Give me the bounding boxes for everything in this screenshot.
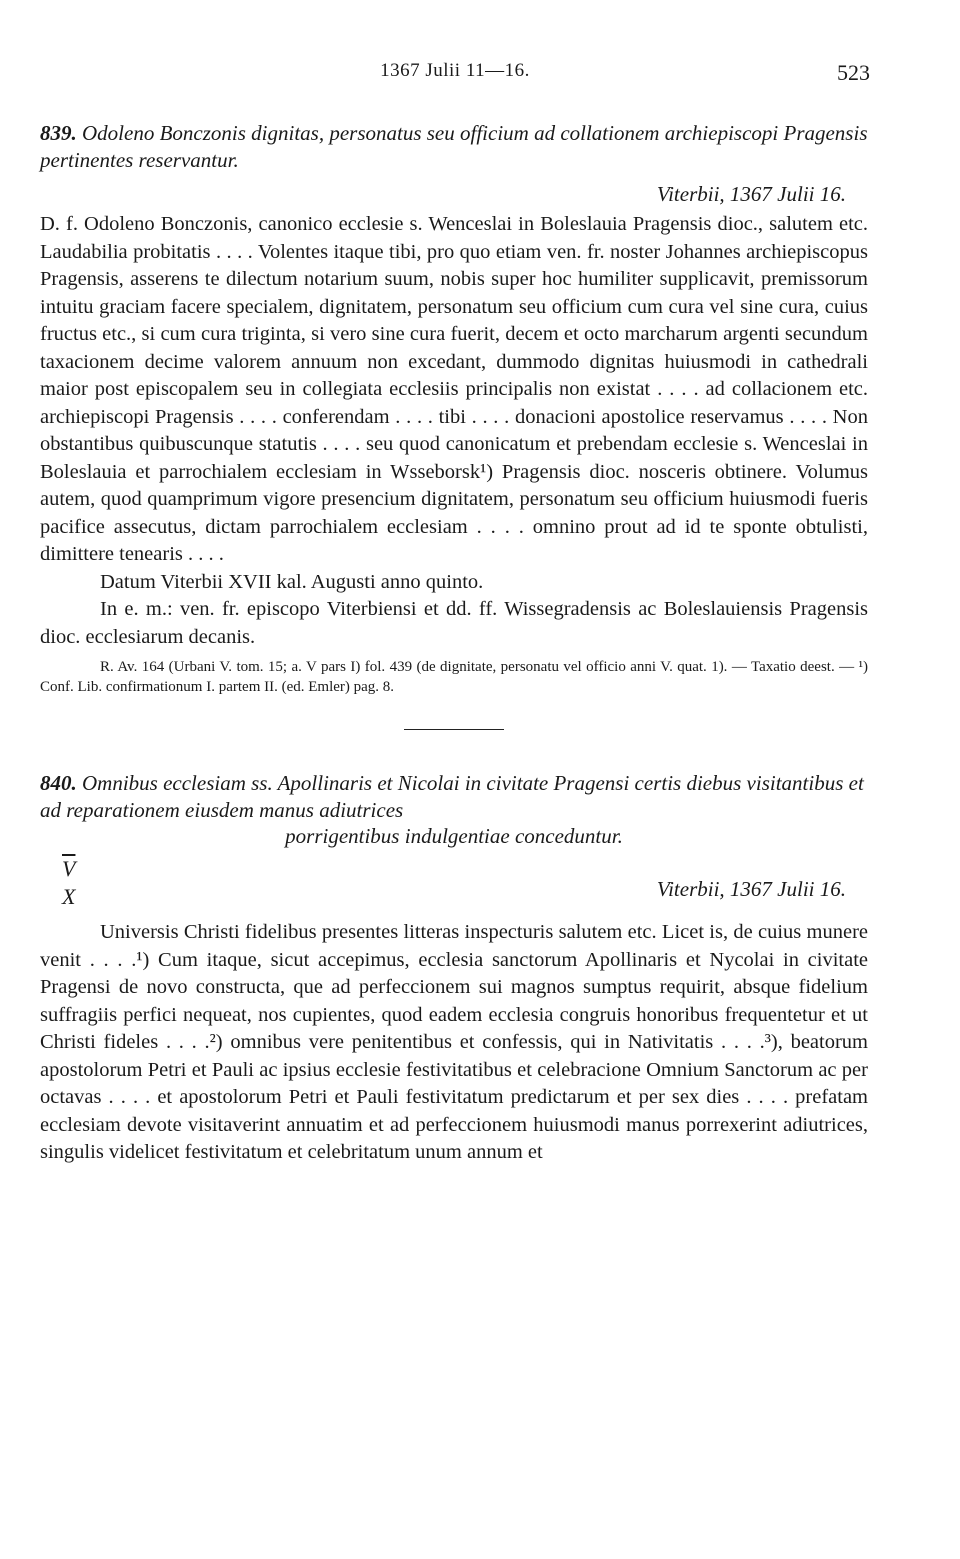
doc-839-in-margin: In e. m.: ven. fr. episcopo Viterbiensi et dd. ff. Wissegradensis ac Boleslauiensis Pragensis dioc. ecclesiarum decanis. (40, 598, 868, 648)
page-header (40, 60, 870, 90)
doc-840-title-line1: Omnibus ecclesiam ss. Apollinaris et Nicolai in civitate Pragensi certis diebus visitantibus et ad reparationem eiusdem manus adiutrices (40, 771, 864, 822)
doc-839-datum: Datum Viterbii XVII kal. Augusti anno quinto. (100, 570, 484, 593)
register-mark-v: $\overline{V}$ (62, 856, 76, 881)
doc-839-number: 839. (40, 121, 77, 145)
doc-839-footnote: R. Av. 164 (Urbani V. tom. 15; a. V pars I) fol. 439 (de dignitate, personatu vel officio anni V. quat. 1). — Taxatio deest. — ¹) Conf. Lib. confirmationum I. partem II. (ed. Emler) pag. 8. (40, 659, 868, 695)
doc-840-heading (40, 770, 868, 824)
document-839 (40, 120, 868, 697)
doc-840-number: 840. (40, 771, 77, 795)
register-mark (62, 855, 75, 911)
doc-839-title: Odoleno Bonczonis dignitas, personatus seu officium ad collationem archiepiscopi Pragensis pertinentes reservantur. (40, 121, 868, 172)
doc-840-date: Viterbii, 1367 Julii 16. (656, 877, 846, 901)
doc-840-date-row (40, 855, 868, 919)
doc-839-body: D. f. Odoleno Bonczonis, canonico ecclesie s. Wenceslai in Boleslauia Pragensis dioc., salutem etc. Laudabilia probitatis . . . . Volentes itaque tibi, pro quo etiam ven. fr. noster Johannes archiepiscopus Pragensis, asserens te dilectum notarium suum, nobis super hoc humiliter supplicavit, premissorum intuitu graciam facere specialem, dignitatem, personatum seu officium cum cura vel sine cura, cuius fructus etc., si cum cura triginta, si vero sine cura fuerit, decem et octo marcharum argenti secundum taxacionem decime valorem annuum non excedant, dummodo dignitas huiusmodi in cathedrali maior post episcopalem seu in collegiata ecclesiis principalis non existat . . . . ad collacionem etc. archiepiscopi Pragensis . . . . conferendam . . . . tibi . . . . donacioni apostolice reservamus . . . . Non obstantibus quibuscunque statutis . . . . seu quod canonicatum et prebendam ecclesie s. Wenceslai in Boleslauia et parrochialem ecclesiam in Wsseborsk¹) Pragensis dioc. nosceris obtinere. Volumus autem, quod quamprimum vigore presencium dignitatem, personatum seu officium huiusmodi fueris pacifice assecutus, dictam parrochialem ecclesiam . . . . omnino prout ad id te sponte obtulisti, dimittere tenearis . . . . (40, 213, 868, 565)
doc-840-body: Universis Christi fidelibus presentes litteras inspecturis salutem etc. Licet is, de cuius munere venit . . . .¹) Cum itaque, sicut accepimus, ecclesia sanctorum Apollinaris et Nycolai in civitate Pragensi de novo constructa, que ad perfeccionem sui magnos sumptus requirit, absque fidelium suffragiis perfici nequeat, nos cupientes, quod eadem ecclesia congruis honoribus frequentetur et ut Christi fideles . . . .²) omnibus vere penitentibus et confessis, qui in Nativitatis . . . .³), beatorum apostolorum Petri et Pauli ac ipsius ecclesie festivitatibus et celebracione Omnium Sanctorum ac per octavas . . . . et apostolorum Petri et Pauli festivitatum predictarum et per sex dies . . . . prefatam ecclesiam devote visitaverint annuatim et ad perfeccionem huiusmodi manus porrexerint adiutrices, singulis videlicet festivitatum et celebritatum unum annum et (40, 921, 868, 1163)
page-content (40, 120, 868, 1167)
document-840 (40, 770, 868, 1167)
doc-839-heading (40, 120, 868, 174)
doc-839-date: Viterbii, 1367 Julii 16. (656, 182, 846, 206)
page-number: 523 (837, 60, 870, 85)
register-mark-x: X (62, 884, 76, 909)
section-divider (404, 729, 504, 730)
running-title: 1367 Julii 11—16. (380, 60, 530, 81)
doc-840-title-line2: porrigentibus indulgentiae conceduntur. (285, 824, 623, 848)
